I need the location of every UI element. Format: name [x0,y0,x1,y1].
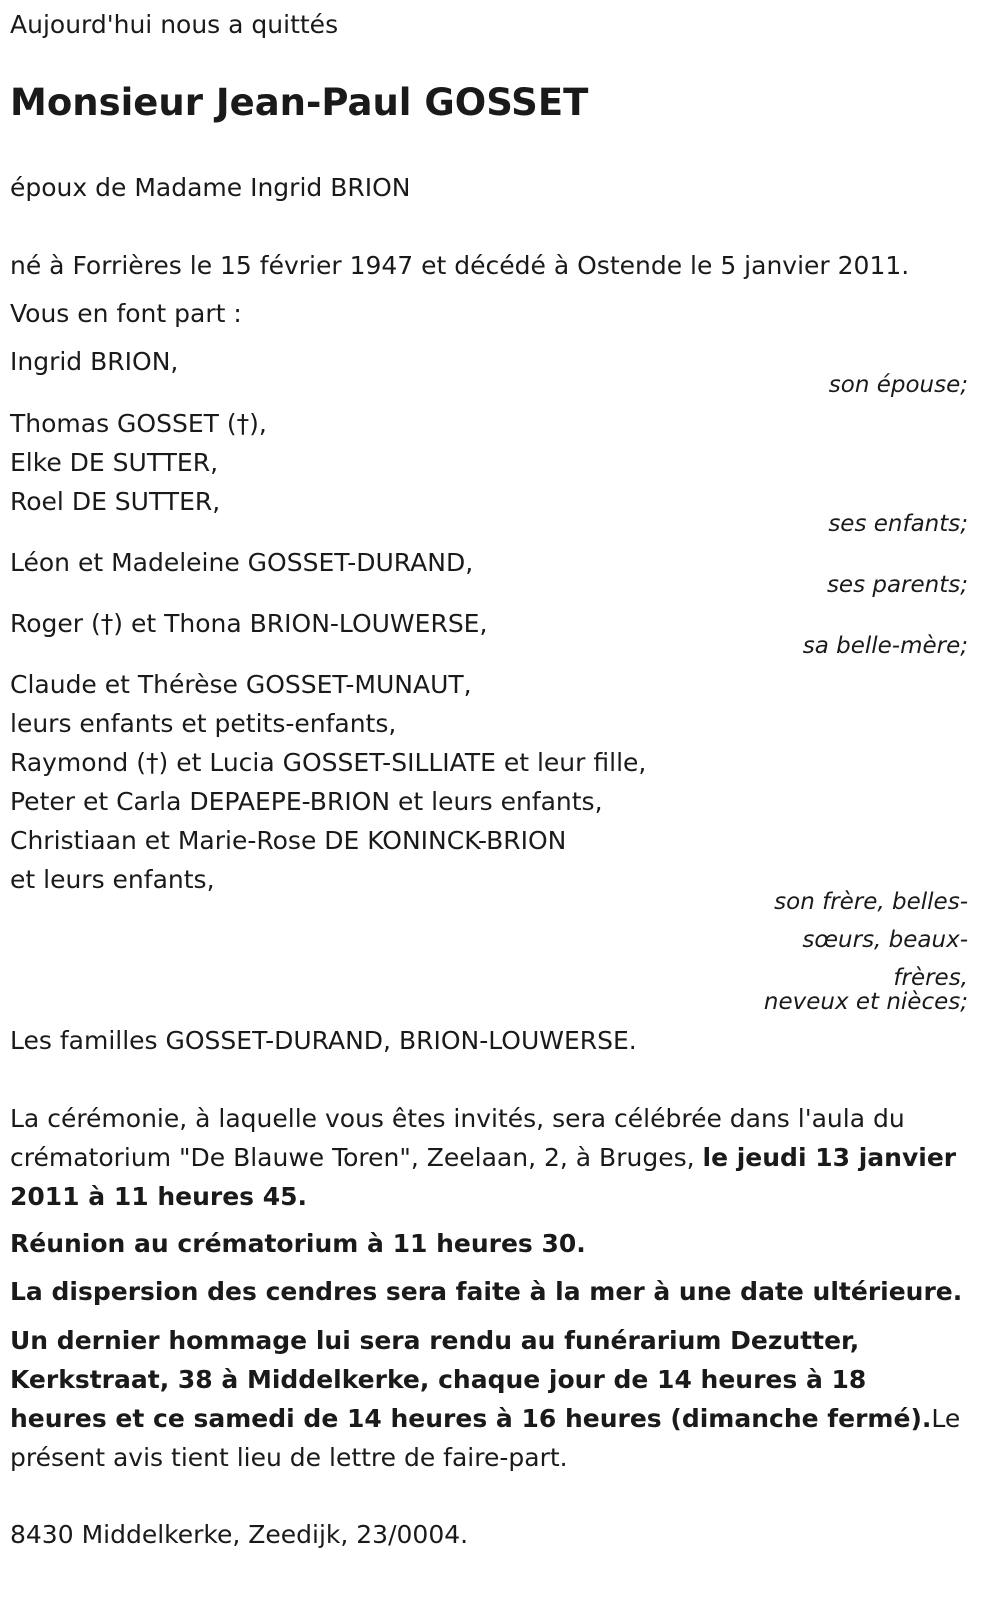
family-spouse: Ingrid BRION, [10,347,179,376]
birth-death-line: né à Forrières le 15 février 1947 et décédé à Ostende le 5 janvier 2011. [10,251,910,280]
family-child: Elke DE SUTTER, [10,448,219,477]
role-siblings-2: neveux et nièces; [763,989,968,1015]
role-in-laws: sa belle-mère; [802,633,968,659]
family-child: Thomas GOSSET (†), [10,409,267,438]
family-sibling: Raymond (†) et Lucia GOSSET-SILLIATE et leur fille, [10,748,647,777]
family-sibling: Peter et Carla DEPAEPE-BRION et leurs enfants, [10,787,603,816]
family-child: Roel DE SUTTER, [10,487,221,516]
announce-line: Vous en font part : [10,299,242,328]
notice-text: Le présent avis tient lieu de lettre de faire-part. [10,1404,961,1472]
family-parents: Léon et Madeleine GOSSET-DURAND, [10,548,474,577]
families-line: Les familles GOSSET-DURAND, BRION-LOUWERSE. [10,1026,637,1055]
meeting-line: Réunion au crématorium à 11 heures 30. [10,1229,586,1258]
deceased-name: Monsieur Jean-Paul GOSSET [10,81,589,124]
address-line: 8430 Middelkerke, Zeedijk, 23/0004. [10,1520,469,1549]
family-sibling: Claude et Thérèse GOSSET-MUNAUT, [10,670,472,699]
family-sibling: leurs enfants et petits-enfants, [10,709,397,738]
family-in-laws: Roger (†) et Thona BRION-LOUWERSE, [10,609,488,638]
ceremony-paragraph [10,1099,968,1216]
tribute-paragraph [10,1321,968,1477]
role-siblings: son frère, belles-sœurs, beaux-frères, [774,889,968,991]
ceremony-date: le jeudi 13 janvier 2011 à 11 heures 45. [10,1143,957,1211]
family-sibling: Christiaan et Marie-Rose DE KONINCK-BRION [10,826,567,855]
spouse-line: époux de Madame Ingrid BRION [10,173,411,202]
family-sibling: et leurs enfants, [10,865,215,894]
role-parents: ses parents; [826,572,968,598]
ceremony-text: La cérémonie, à laquelle vous êtes invités, sera célébrée dans l'aula du crématorium "De Blauwe Toren", Zeelaan, 2, à Bruges, [10,1104,905,1172]
role-spouse: son épouse; [828,372,968,398]
intro-text: Aujourd'hui nous a quittés [10,10,339,39]
ashes-line: La dispersion des cendres sera faite à la mer à une date ultérieure. [10,1277,963,1306]
tribute-text: Un dernier hommage lui sera rendu au funérarium Dezutter, Kerkstraat, 38 à Middelkerke, chaque jour de 14 heures à 18 heures et ce samedi de 14 heures à 16 heures (dimanche fermé). [10,1326,932,1433]
role-children: ses enfants; [828,511,968,537]
